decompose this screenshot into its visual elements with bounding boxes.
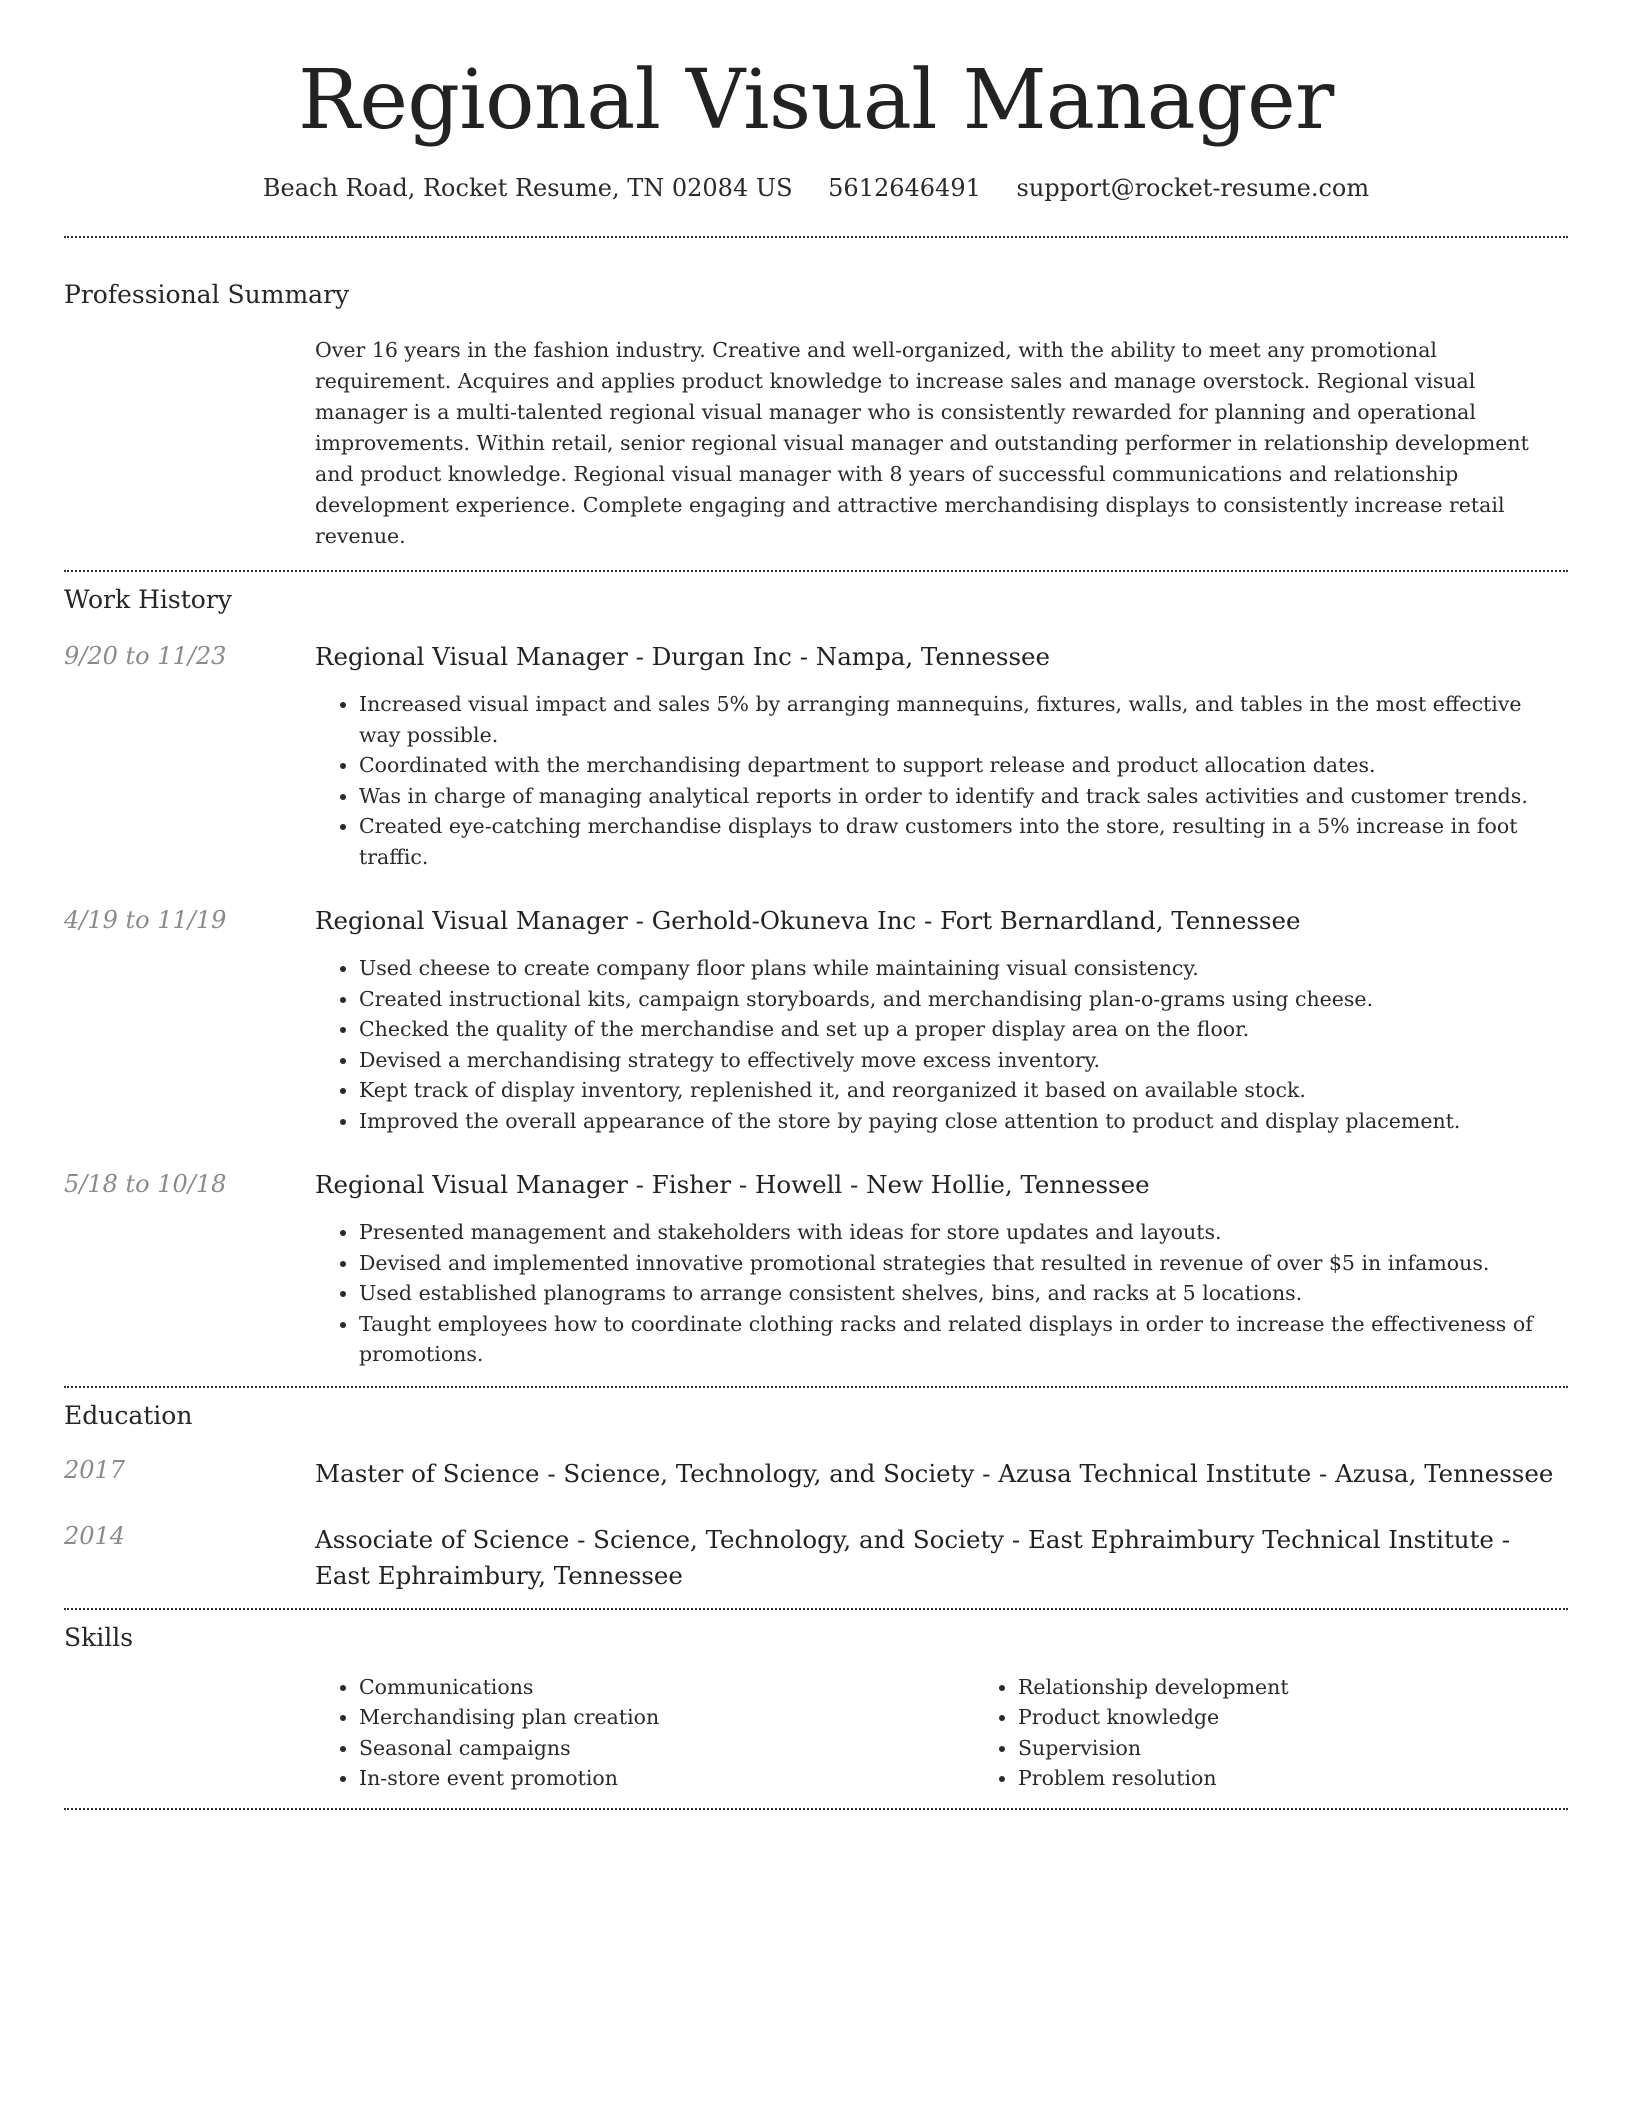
job-entry (64, 1170, 1568, 1370)
skills-heading: Skills (64, 1622, 134, 1652)
list-item: • Taught employees how to coordinate clothing racks and related displays in order to increase the effectiveness of promotions. (359, 1309, 1568, 1370)
list-item: • Relationship development (1018, 1672, 1632, 1703)
list-item: • Communications (359, 1672, 974, 1703)
list-item: • Created instructional kits, campaign storyboards, and merchandising plan-o-grams using cheese. (359, 984, 1568, 1015)
list-item: • Increased visual impact and sales 5% by arranging mannequins, fixtures, walls, and tables in the most effective way possible. (359, 689, 1568, 750)
education-heading: Education (64, 1400, 193, 1430)
list-item: • Devised a merchandising strategy to effectively move excess inventory. (359, 1045, 1568, 1076)
job-entry (64, 642, 1568, 872)
education-title: Associate of Science - Science, Technology, and Society - East Ephraimbury Technical Institute - East Ephraimbury, Tennessee (315, 1524, 1510, 1590)
summary-text: Over 16 years in the fashion industry. Creative and well-organized, with the ability to meet any promotional requirement. Acquires and applies product knowledge to increase sales and manage overstock. Regional visual manager is a multi-talented regional visual manager who is consistently rewarded for planning and operational improvements. Within retail, senior regional visual manager and outstanding performer in relationship development and product knowledge. Regional visual manager with 8 years of successful communications and relationship development experience. Complete engaging and attractive merchandising displays to consistently increase retail revenue. (315, 338, 1529, 548)
job-entry (64, 906, 1568, 1136)
education-entry (64, 1456, 1568, 1492)
summary-section (64, 280, 1568, 552)
skills-list-right (974, 1672, 1632, 1794)
education-year: 2017 (64, 1455, 126, 1484)
skills-section (64, 1623, 1568, 1794)
list-item: • Seasonal campaigns (359, 1733, 974, 1764)
contact-phone: 5612646491 (828, 174, 981, 202)
work-history-section (64, 585, 1568, 1370)
list-item: • Devised and implemented innovative promotional strategies that resulted in revenue of over $5 in infamous. (359, 1248, 1568, 1279)
divider (64, 236, 1568, 238)
education-entry (64, 1522, 1568, 1594)
job-bullets (315, 689, 1568, 872)
divider (64, 1386, 1568, 1388)
work-history-heading: Work History (64, 585, 232, 614)
job-title: Regional Visual Manager - Durgan Inc - Nampa, Tennessee (315, 642, 1051, 671)
list-item: • Checked the quality of the merchandise and set up a proper display area on the floor. (359, 1014, 1568, 1045)
list-item: • Presented management and stakeholders with ideas for store updates and layouts. (359, 1217, 1568, 1248)
divider (64, 1608, 1568, 1610)
list-item: • Kept track of display inventory, replenished it, and reorganized it based on available stock. (359, 1075, 1568, 1106)
job-dates: 5/18 to 10/18 (64, 1170, 227, 1198)
contact-email: support@rocket-resume.com (1016, 174, 1370, 202)
list-item: • Product knowledge (1018, 1702, 1632, 1733)
list-item: • Used established planograms to arrange consistent shelves, bins, and racks at 5 locations. (359, 1278, 1568, 1309)
summary-spacer (64, 335, 315, 552)
job-title: Regional Visual Manager - Gerhold-Okuneva Inc - Fort Bernardland, Tennessee (315, 906, 1301, 935)
list-item: • Supervision (1018, 1733, 1632, 1764)
contact-line (64, 174, 1568, 202)
education-section (64, 1401, 1568, 1594)
list-item: • Improved the overall appearance of the store by paying close attention to product and display placement. (359, 1106, 1568, 1137)
job-dates: 4/19 to 11/19 (64, 906, 227, 934)
list-item: • Was in charge of managing analytical reports in order to identify and track sales activities and customer trends. (359, 781, 1568, 812)
job-bullets (315, 953, 1568, 1136)
list-item: • Coordinated with the merchandising department to support release and product allocation dates. (359, 750, 1568, 781)
resume-page (64, 0, 1568, 1810)
summary-heading: Professional Summary (64, 280, 350, 309)
list-item: • In-store event promotion (359, 1763, 974, 1794)
skills-spacer (64, 1672, 315, 1794)
contact-address: Beach Road, Rocket Resume, TN 02084 US (262, 174, 793, 202)
education-year: 2014 (64, 1521, 126, 1550)
job-bullets (315, 1217, 1568, 1370)
education-title: Master of Science - Science, Technology, and Society - Azusa Technical Institute - Azusa, Tennessee (315, 1458, 1554, 1488)
divider (64, 1808, 1568, 1810)
resume-name: Regional Visual Manager (298, 53, 1334, 148)
skills-list-left (315, 1672, 974, 1794)
job-dates: 9/20 to 11/23 (64, 642, 227, 670)
job-title: Regional Visual Manager - Fisher - Howell - New Hollie, Tennessee (315, 1170, 1150, 1199)
list-item: • Problem resolution (1018, 1763, 1632, 1794)
list-item: • Merchandising plan creation (359, 1702, 974, 1733)
list-item: • Created eye-catching merchandise displays to draw customers into the store, resulting in a 5% increase in foot traffic. (359, 811, 1568, 872)
divider (64, 570, 1568, 572)
list-item: • Used cheese to create company floor plans while maintaining visual consistency. (359, 953, 1568, 984)
